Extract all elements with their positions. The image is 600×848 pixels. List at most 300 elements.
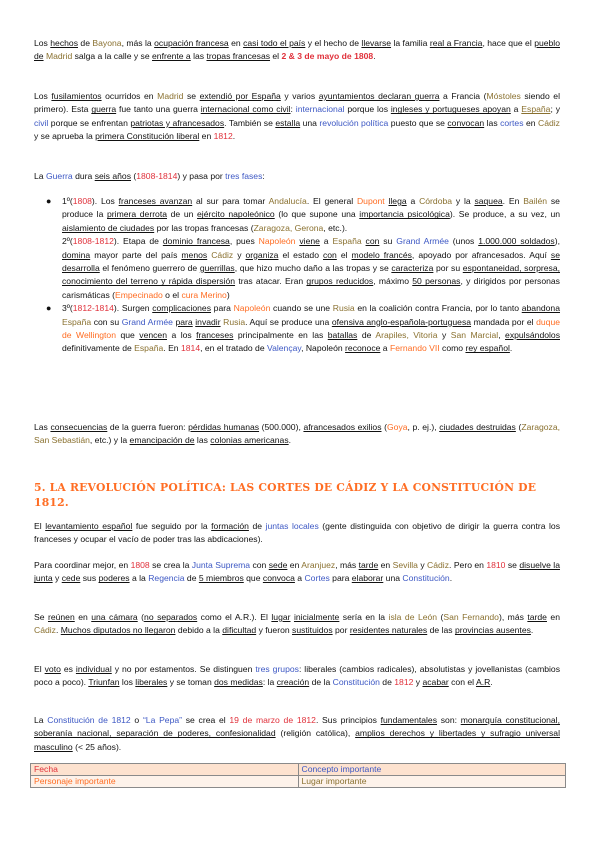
text: en (546, 612, 560, 622)
text: . (288, 435, 292, 446)
text: las (194, 435, 211, 446)
text: mandada por el (471, 316, 537, 327)
person: cura Merino (181, 289, 227, 300)
text: y varios (280, 91, 319, 101)
text: como (439, 343, 466, 354)
text: se desarrolla (62, 249, 560, 274)
text: franceses (196, 330, 234, 341)
text: Los (34, 91, 52, 101)
text: , Napoleón (301, 343, 346, 354)
text: de (357, 330, 376, 341)
text: sería en la (339, 612, 389, 622)
text: se (505, 560, 520, 570)
text: porque se enfrentan (48, 117, 131, 128)
table-row (31, 776, 566, 788)
text: , máximo (373, 276, 413, 287)
text: a (294, 573, 305, 584)
paragraph-fusilamientos (34, 90, 560, 144)
text: : liberales (cambios radicales), absolutistas y jovellanistas (cambios poco a poco). (34, 664, 560, 688)
text: se produce la (62, 196, 560, 220)
date: 1812-1814 (72, 303, 114, 314)
place: Cádiz (538, 117, 560, 128)
place: Cádiz (211, 249, 234, 260)
person: Napoleón (258, 236, 296, 247)
text: internacional como civil (200, 104, 291, 115)
text: con (365, 236, 380, 247)
text: a los (167, 330, 197, 341)
text: ). Los (91, 196, 119, 206)
text: mayor parte del país (90, 249, 182, 260)
text: invadir (195, 316, 221, 327)
text: batallas (327, 330, 358, 341)
text: y (437, 330, 451, 341)
text: , p. ej.), (407, 422, 440, 432)
text: ; y (550, 104, 561, 115)
text: guerrillas (199, 263, 235, 274)
text: de (184, 573, 199, 584)
text: ) (226, 289, 230, 300)
text: por las tropas francesas ( (154, 222, 254, 233)
text: dura (72, 171, 95, 181)
text: ( (515, 422, 522, 432)
concept: revolución política (319, 117, 389, 128)
text: en (199, 131, 214, 142)
text: levantamiento español (45, 521, 133, 531)
text: ). Surgen (113, 303, 153, 314)
text: las (484, 117, 501, 128)
text: que (116, 330, 140, 341)
text: , (498, 330, 506, 341)
text: : (262, 171, 265, 181)
date: 1814 (180, 343, 201, 354)
text: su (379, 236, 397, 247)
text: puesto que se (388, 117, 448, 128)
bullet-icon: ● (46, 303, 52, 314)
text: Para coordinar mejor, en (34, 560, 131, 570)
concept: Junta Suprema (191, 560, 251, 570)
text: guerra (91, 104, 117, 115)
text: siendo el primero). Esta (34, 91, 560, 115)
text: dos medidas (214, 677, 263, 688)
concept: civil (34, 117, 49, 128)
place: San Fernando (443, 612, 499, 622)
text: de las (427, 625, 455, 636)
paragraph-junta-suprema (34, 559, 560, 586)
text: llevarse (361, 38, 392, 48)
text: o (130, 715, 143, 725)
text: provincias ausentes (454, 625, 531, 636)
concept: Regencia (148, 573, 185, 584)
text: fusilamientos (51, 91, 102, 101)
text: de la (309, 677, 333, 688)
text: y (233, 249, 246, 260)
text: caracteriza (391, 263, 434, 274)
text: primera Constitución liberal (95, 131, 200, 142)
text: , etc.). (323, 222, 348, 233)
text: Muchos diputados no llegaron (60, 625, 176, 636)
text: . En (163, 343, 181, 354)
text: ), (554, 236, 560, 247)
concept: Cortes (304, 573, 330, 584)
legend-personaje: Personaje importante (31, 776, 299, 788)
place: España (62, 316, 92, 327)
legend-concepto: Concepto importante (298, 764, 566, 776)
person: Goya (386, 422, 408, 432)
person: Dupont (356, 196, 385, 206)
text: formación (211, 521, 249, 531)
text: (500.000), (259, 422, 304, 432)
text: el (336, 249, 352, 260)
text: franceses avanzan (118, 196, 193, 206)
concept: Grand Armée (121, 316, 173, 327)
text: inicialmente (293, 612, 340, 622)
text: tarde (527, 612, 547, 622)
text: o el (162, 289, 182, 300)
concept: tres fases (225, 171, 263, 181)
text: debido a la (175, 625, 223, 636)
text: el estado (278, 249, 323, 260)
concept: cortes (500, 117, 524, 128)
place: Zaragoza, San Sebastián (34, 422, 561, 446)
text: (unos (448, 236, 479, 247)
text: definitivamente de (62, 343, 135, 354)
date: 1808 (72, 196, 92, 206)
text: a (380, 343, 390, 354)
text: elaborar (351, 573, 384, 584)
text: como el A.R.). El (197, 612, 272, 622)
list-item (34, 302, 560, 356)
text: tras atacar. Eran (235, 276, 307, 287)
text: ( (437, 612, 444, 622)
text: ( (137, 612, 145, 622)
text: El (34, 664, 45, 674)
text: (gente distinguida con objetivo de dirigir la guerra contra los franceses y ocupar el vacío de poder tras las abdicaciones). (34, 521, 561, 545)
paragraph-juntas (34, 520, 560, 547)
text: ). Etapa de (113, 236, 163, 247)
text: La (34, 715, 48, 725)
text: Triunfan (88, 677, 120, 688)
place: Bailén (523, 196, 548, 206)
text: . (509, 343, 513, 354)
legend-fecha: Fecha (31, 764, 299, 776)
text: cuando se une (270, 303, 333, 314)
text: A.R (475, 677, 491, 688)
text: , que hizo mucho daño a las tropas y se (234, 263, 392, 274)
text: . (449, 573, 453, 584)
text: ( (131, 171, 137, 181)
place: Sevilla (392, 560, 418, 570)
text: lugar (271, 612, 291, 622)
place: Cádiz (427, 560, 450, 570)
text: amplios derechos y libertades y sufragio universal masculino (34, 728, 560, 752)
text: y se aprueba la (34, 131, 96, 142)
text: sus (80, 573, 99, 584)
text: real a Francia (429, 38, 483, 48)
text: residentes naturales (349, 625, 428, 636)
paragraph-la-pepa (34, 714, 560, 754)
concept: Grand Armée (396, 236, 449, 247)
text: domina (62, 249, 91, 260)
place: Córdoba (419, 196, 453, 206)
place: Cádiz (34, 625, 56, 636)
paragraph-voto (34, 663, 560, 690)
text: tropas francesas (206, 51, 271, 62)
text: de (248, 521, 266, 531)
text: grupos reducidos (306, 276, 374, 287)
text: voto (44, 664, 61, 674)
date: 1812 (394, 677, 414, 688)
text: . Aquí se produce una (245, 316, 332, 327)
date: 1810 (486, 560, 506, 570)
text: . (490, 677, 493, 688)
text: ). Se produce, a su vez, un (449, 209, 561, 220)
text: en (287, 560, 302, 570)
text: y no por estamentos. Se distinguen (111, 664, 256, 674)
list-item (34, 195, 560, 302)
text: afrancesados exilios (303, 422, 382, 432)
text: espontaneidad, sorpresa, conocimiento del terreno y rápida dispersión (62, 263, 560, 287)
place: Aranjuez (301, 560, 336, 570)
paragraph-fases (34, 170, 560, 183)
text: y la (452, 196, 475, 206)
person: Fernando VII (389, 343, 440, 354)
text: con (322, 249, 337, 260)
text: ( (381, 422, 387, 432)
text: salga a la calle y se (72, 51, 153, 62)
text: los (119, 677, 136, 688)
text: y fueron (256, 625, 293, 636)
text: porque los (344, 104, 391, 115)
text: rey español (465, 343, 510, 354)
text: ), más (498, 612, 528, 622)
text: poderes (98, 573, 130, 584)
concept: tres grupos (255, 664, 299, 674)
text: cede (61, 573, 81, 584)
text: : la (262, 677, 277, 688)
text: ayuntamientos declaran guerra (318, 91, 440, 101)
text: organiza (245, 249, 279, 260)
place: Madrid (45, 51, 73, 62)
text: , más (335, 560, 359, 570)
concept: “La Pepa” (142, 715, 183, 725)
text: y (417, 560, 428, 570)
text: modelo francés (351, 249, 412, 260)
text: las (190, 51, 207, 62)
place: Andalucía (268, 196, 307, 206)
concept: internacional (295, 104, 345, 115)
text: a (406, 196, 420, 206)
text: aislamiento de ciudades (62, 222, 155, 233)
place: España (134, 343, 164, 354)
text: consecuencias (50, 422, 108, 432)
text: La (34, 171, 46, 181)
text: sede (268, 560, 288, 570)
text: en (378, 560, 393, 570)
text: casi todo el país (243, 38, 306, 48)
text: en la coalición contra Francia, por lo tanto (354, 303, 522, 314)
text: fue tanto una guerra (116, 104, 201, 115)
text: llega (388, 196, 407, 206)
text: a (510, 104, 522, 115)
text: reúnen (47, 612, 75, 622)
text: hechos (50, 38, 78, 48)
date: 1812 (213, 131, 233, 142)
text: de (379, 677, 395, 688)
legend-lugar: Lugar importante (298, 776, 566, 788)
date: 19 de marzo de 1812 (229, 715, 316, 725)
concept: Constitución (332, 677, 380, 688)
text: , hace que el (482, 38, 535, 48)
text: no separados (144, 612, 198, 622)
text: estalla (275, 117, 301, 128)
text: . (373, 51, 376, 62)
text: pueblo de (34, 38, 560, 62)
text: a Francia ( (439, 91, 487, 101)
text: . Sus principios (315, 715, 381, 725)
bullet-icon: ● (46, 196, 52, 206)
text: para (211, 303, 234, 314)
date: 1808 (130, 560, 150, 570)
text: y el hecho de (305, 38, 362, 48)
phase-list (34, 195, 560, 356)
text: dominio francesa (162, 236, 230, 247)
text: 5 miembros (198, 573, 244, 584)
text: . (55, 625, 61, 636)
text: ocupación francesa (154, 38, 229, 48)
text: pérdidas humanas (188, 422, 260, 432)
text: ocurridos en (101, 91, 158, 101)
text: reconoce (345, 343, 381, 354)
text: , pues (229, 236, 259, 247)
text: de un (167, 209, 198, 220)
text: a la (129, 573, 149, 584)
text: ciudades destruidas (439, 422, 516, 432)
place: España (332, 236, 362, 247)
text: ) y pasa por (177, 171, 226, 181)
text: ingleses y portugueses apoyan (390, 104, 511, 115)
text: viene (299, 236, 320, 247)
text: primera derrota (107, 209, 168, 220)
text: al sur para tomar (192, 196, 269, 206)
text: monarquía constitucional, soberanía nacional, separación de poderes, confesionalidad (34, 715, 560, 739)
place: Móstoles (486, 91, 521, 101)
place: isla de León (388, 612, 438, 622)
text: 50 personas (412, 276, 461, 287)
text: convocan (447, 117, 485, 128)
text: Los (34, 38, 51, 48)
text: enfrente a (152, 51, 191, 62)
place: España (521, 104, 551, 115)
text: importancia psicológica (359, 209, 450, 220)
person: Empecinado (115, 289, 163, 300)
text: se crea la (149, 560, 192, 570)
concept: Valençay (267, 343, 302, 354)
text: colonias americanas (210, 435, 289, 446)
text: , apoyado por afrancesados. Aquí (411, 249, 551, 260)
concept: Constitución (402, 573, 450, 584)
color-legend-table (30, 763, 566, 788)
text: para (175, 316, 193, 327)
text: extendió por España (199, 91, 281, 101)
text: 3º( (62, 303, 73, 314)
text: . (232, 131, 236, 142)
concept: Guerra (45, 171, 73, 181)
text: y se toman (167, 677, 215, 688)
text: (lo que supone una (274, 209, 360, 220)
text: , y dirigidos por personas carismáticas ( (62, 276, 560, 300)
text: de (78, 38, 93, 48)
text: Las (34, 422, 51, 432)
place: Rusia (223, 316, 246, 327)
text: para (329, 573, 352, 584)
text: con (250, 560, 269, 570)
text: ofensiva anglo-española-portuguesa (331, 316, 472, 327)
text: , etc.) y la (89, 435, 130, 446)
text: que (243, 573, 263, 584)
text: una cámara (91, 612, 138, 622)
text: en (74, 612, 92, 622)
text: en (228, 38, 244, 48)
place: Zaragoza, Gerona (253, 222, 324, 233)
section-heading: 5. LA REVOLUCIÓN POLÍTICA: LAS CORTES DE CÁDIZ Y LA CONSTITUCIÓN DE 1812. (34, 481, 537, 509)
text: menos (181, 249, 208, 260)
paragraph-bayona (34, 37, 560, 64)
paragraph-reunion (34, 611, 560, 638)
text: una (383, 573, 403, 584)
text: Se (34, 612, 48, 622)
date: 2 & 3 de mayo de 1808 (281, 51, 374, 62)
text: liberales (135, 677, 168, 688)
text: 1.000.000 soldados (478, 236, 555, 247)
text: acabar (422, 677, 449, 688)
place: Arapiles, Vitoria (375, 330, 438, 341)
place: Madrid (157, 91, 184, 101)
text: con su (91, 316, 122, 327)
text: expulsándolos (505, 330, 560, 341)
text: por su (433, 263, 463, 274)
place: Bayona (92, 38, 122, 48)
text: complicaciones (152, 303, 211, 314)
text: abandona (521, 303, 560, 314)
text: a (319, 236, 333, 247)
text: 2º( (62, 236, 73, 247)
text: , en el tratado de (200, 343, 267, 354)
place: Rusia (332, 303, 355, 314)
text: . El general (306, 196, 357, 206)
text: por (332, 625, 350, 636)
text: fundamentales (380, 715, 438, 725)
person: Napoleón (233, 303, 271, 314)
text: patriotas y afrancesados (130, 117, 225, 128)
text: de la guerra fueron: (107, 422, 189, 432)
place: San Marcial (450, 330, 499, 341)
text: El (34, 521, 46, 531)
text: saquea (474, 196, 503, 206)
text: emancipación de (129, 435, 195, 446)
text: la familia (391, 38, 430, 48)
date: 1808-1812 (72, 236, 114, 247)
text: dificultad (222, 625, 257, 636)
text: tarde (358, 560, 379, 570)
text: principalmente en las (233, 330, 328, 341)
text: y (413, 677, 423, 688)
text: se crea el (182, 715, 230, 725)
text: en (523, 117, 538, 128)
text: y (52, 573, 62, 584)
text: son: (437, 715, 461, 725)
text: . Pero en (449, 560, 487, 570)
table-row (31, 764, 566, 776)
